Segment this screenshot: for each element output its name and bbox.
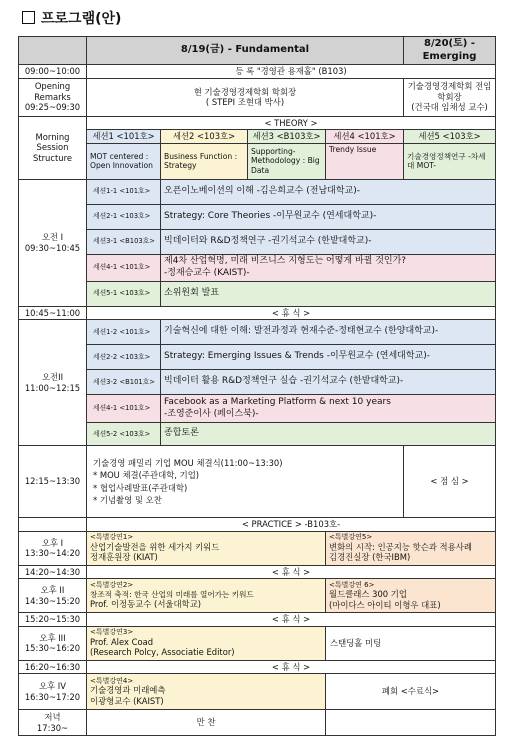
break1-row: 10:45~11:00 < 휴 식 >: [19, 306, 496, 320]
session-bodies: MOT centered : Open Innovation Business Function : Strategy Supporting-Methodology : Big Data Trendy Issue 기술경영정책연구 -차세대 MOT-: [19, 143, 496, 179]
header-row: [19, 37, 496, 65]
am2-row-4: 세션4-1 <101호> Facebook as a Marketing Platform & next 10 years -조영준이사 (페이스북)-: [19, 395, 496, 423]
am1-row-4: 세션4-1 <101호> 제4차 산업혁명, 미래 비즈니스 지형도는 어떻게 바뀔 것인가? -정재승교수 (KAIST)-: [19, 254, 496, 281]
pm3-row: 오후 III 15:30~16:20 <특별강연3> Prof. Alex Coad (Research Polcy, Associatie Editor) 스탠딩홀 미팅: [19, 626, 496, 660]
opening-row: Opening Remarks 09:25~09:30 현 기술경영경제학회 학회장 ( STEPI 조현대 박사) 기술경영경제학회 전임학회장 (건국대 임채성 교수): [19, 78, 496, 116]
am2-row-2: 세션2-2 <103호> Strategy: Emerging Issues & Trends -이무원교수 (연세대학교)-: [19, 345, 496, 370]
program-table: [18, 36, 496, 736]
break2-row: 14:20~14:30 < 휴 식 >: [19, 565, 496, 579]
am2-row-1: 오전II 11:00~12:15 세션1-2 <101호> 기술혁신에 대한 이해: 발전과정과 현재수준-정태현교수 (한양대학교)-: [19, 320, 496, 345]
day1-header: 8/19(금) - Fundamental: [87, 37, 404, 65]
am1-row-1: 오전 I 09:30~10:45 세션1-1 <101호> 오픈이노베이션의 이해 -김은희교수 (전남대학교)-: [19, 179, 496, 204]
registration-row: 09:00~10:00 등 록 "경영관 용재홀" (B103): [19, 65, 496, 79]
am1-row-5: 세션5-1 <103호> 소위원회 발표: [19, 281, 496, 306]
am1-row-2: 세션2-1 <103호> Strategy: Core Theories -이무원교수 (연세대학교)-: [19, 204, 496, 229]
dinner-row: 저녁 17:30~ 만 찬: [19, 710, 496, 736]
break4-row: 16:20~16:30 < 휴 식 >: [19, 660, 496, 674]
structure-label: Morning Session Structure: [19, 116, 87, 179]
session-heads: 세션1 <101호> 세션2 <103호> 세션3 <B103호> 세션4 <101호> 세션5 <103호>: [19, 130, 496, 144]
pm2-row: 오후 II 14:30~15:20 <특별강연2> 창조적 축적: 한국 산업의 미래를 열어가는 키워드 Prof. 이정동교수 (서울대학교) <특별강연 6> 월드클래스 300 기업 (마이다스 아이티 이형우 대표): [19, 579, 496, 613]
am2-row-3: 세션3-2 <B101호> 빅데이터 활용 R&D정책연구 실습 -권기석교수 (한밭대학교)-: [19, 370, 496, 395]
am1-row-3: 세션3-1 <B103호> 빅데이터와 R&D정책연구 -권기석교수 (한밭대학교)-: [19, 229, 496, 254]
pm4-row: 오후 IV 16:30~17:20 <특별강연4> 기술경영과 미래예측 이광형교수 (KAIST) 폐회 <수료식>: [19, 674, 496, 710]
header-corner: [19, 37, 87, 65]
break3-row: 15:20~15:30 < 휴 식 >: [19, 613, 496, 627]
am2-time: 오전II 11:00~12:15: [19, 320, 87, 446]
page-title: 프로그램(안): [22, 8, 121, 28]
am2-row-5: 세션5-2 <103호> 종합토론: [19, 423, 496, 446]
practice-row: < PRACTICE > -B103호-: [19, 518, 496, 532]
day2-header: 8/20(토) - Emerging: [404, 37, 496, 65]
am1-time: 오전 I 09:30~10:45: [19, 179, 87, 306]
theory-row: Morning Session Structure < THEORY >: [19, 116, 496, 130]
checkbox-square-icon: [22, 11, 35, 24]
lunch-row: 12:15~13:30 기술경영 패밀리 기업 MOU 체결식(11:00~13:30) * MOU 체결(주관대학, 기업) * 협업사례발표(주관대학) * 기념촬영 및 오찬 < 점 심 >: [19, 446, 496, 518]
pm1-row: 오후 I 13:30~14:20 <특별강연1> 산업기술발전을 위한 세가지 키워드 정재훈원장 (KIAT) <특별강연5> 변화의 시작: 인공지능 핫슨과 적용사례 김경진실장 (한국IBM): [19, 531, 496, 565]
